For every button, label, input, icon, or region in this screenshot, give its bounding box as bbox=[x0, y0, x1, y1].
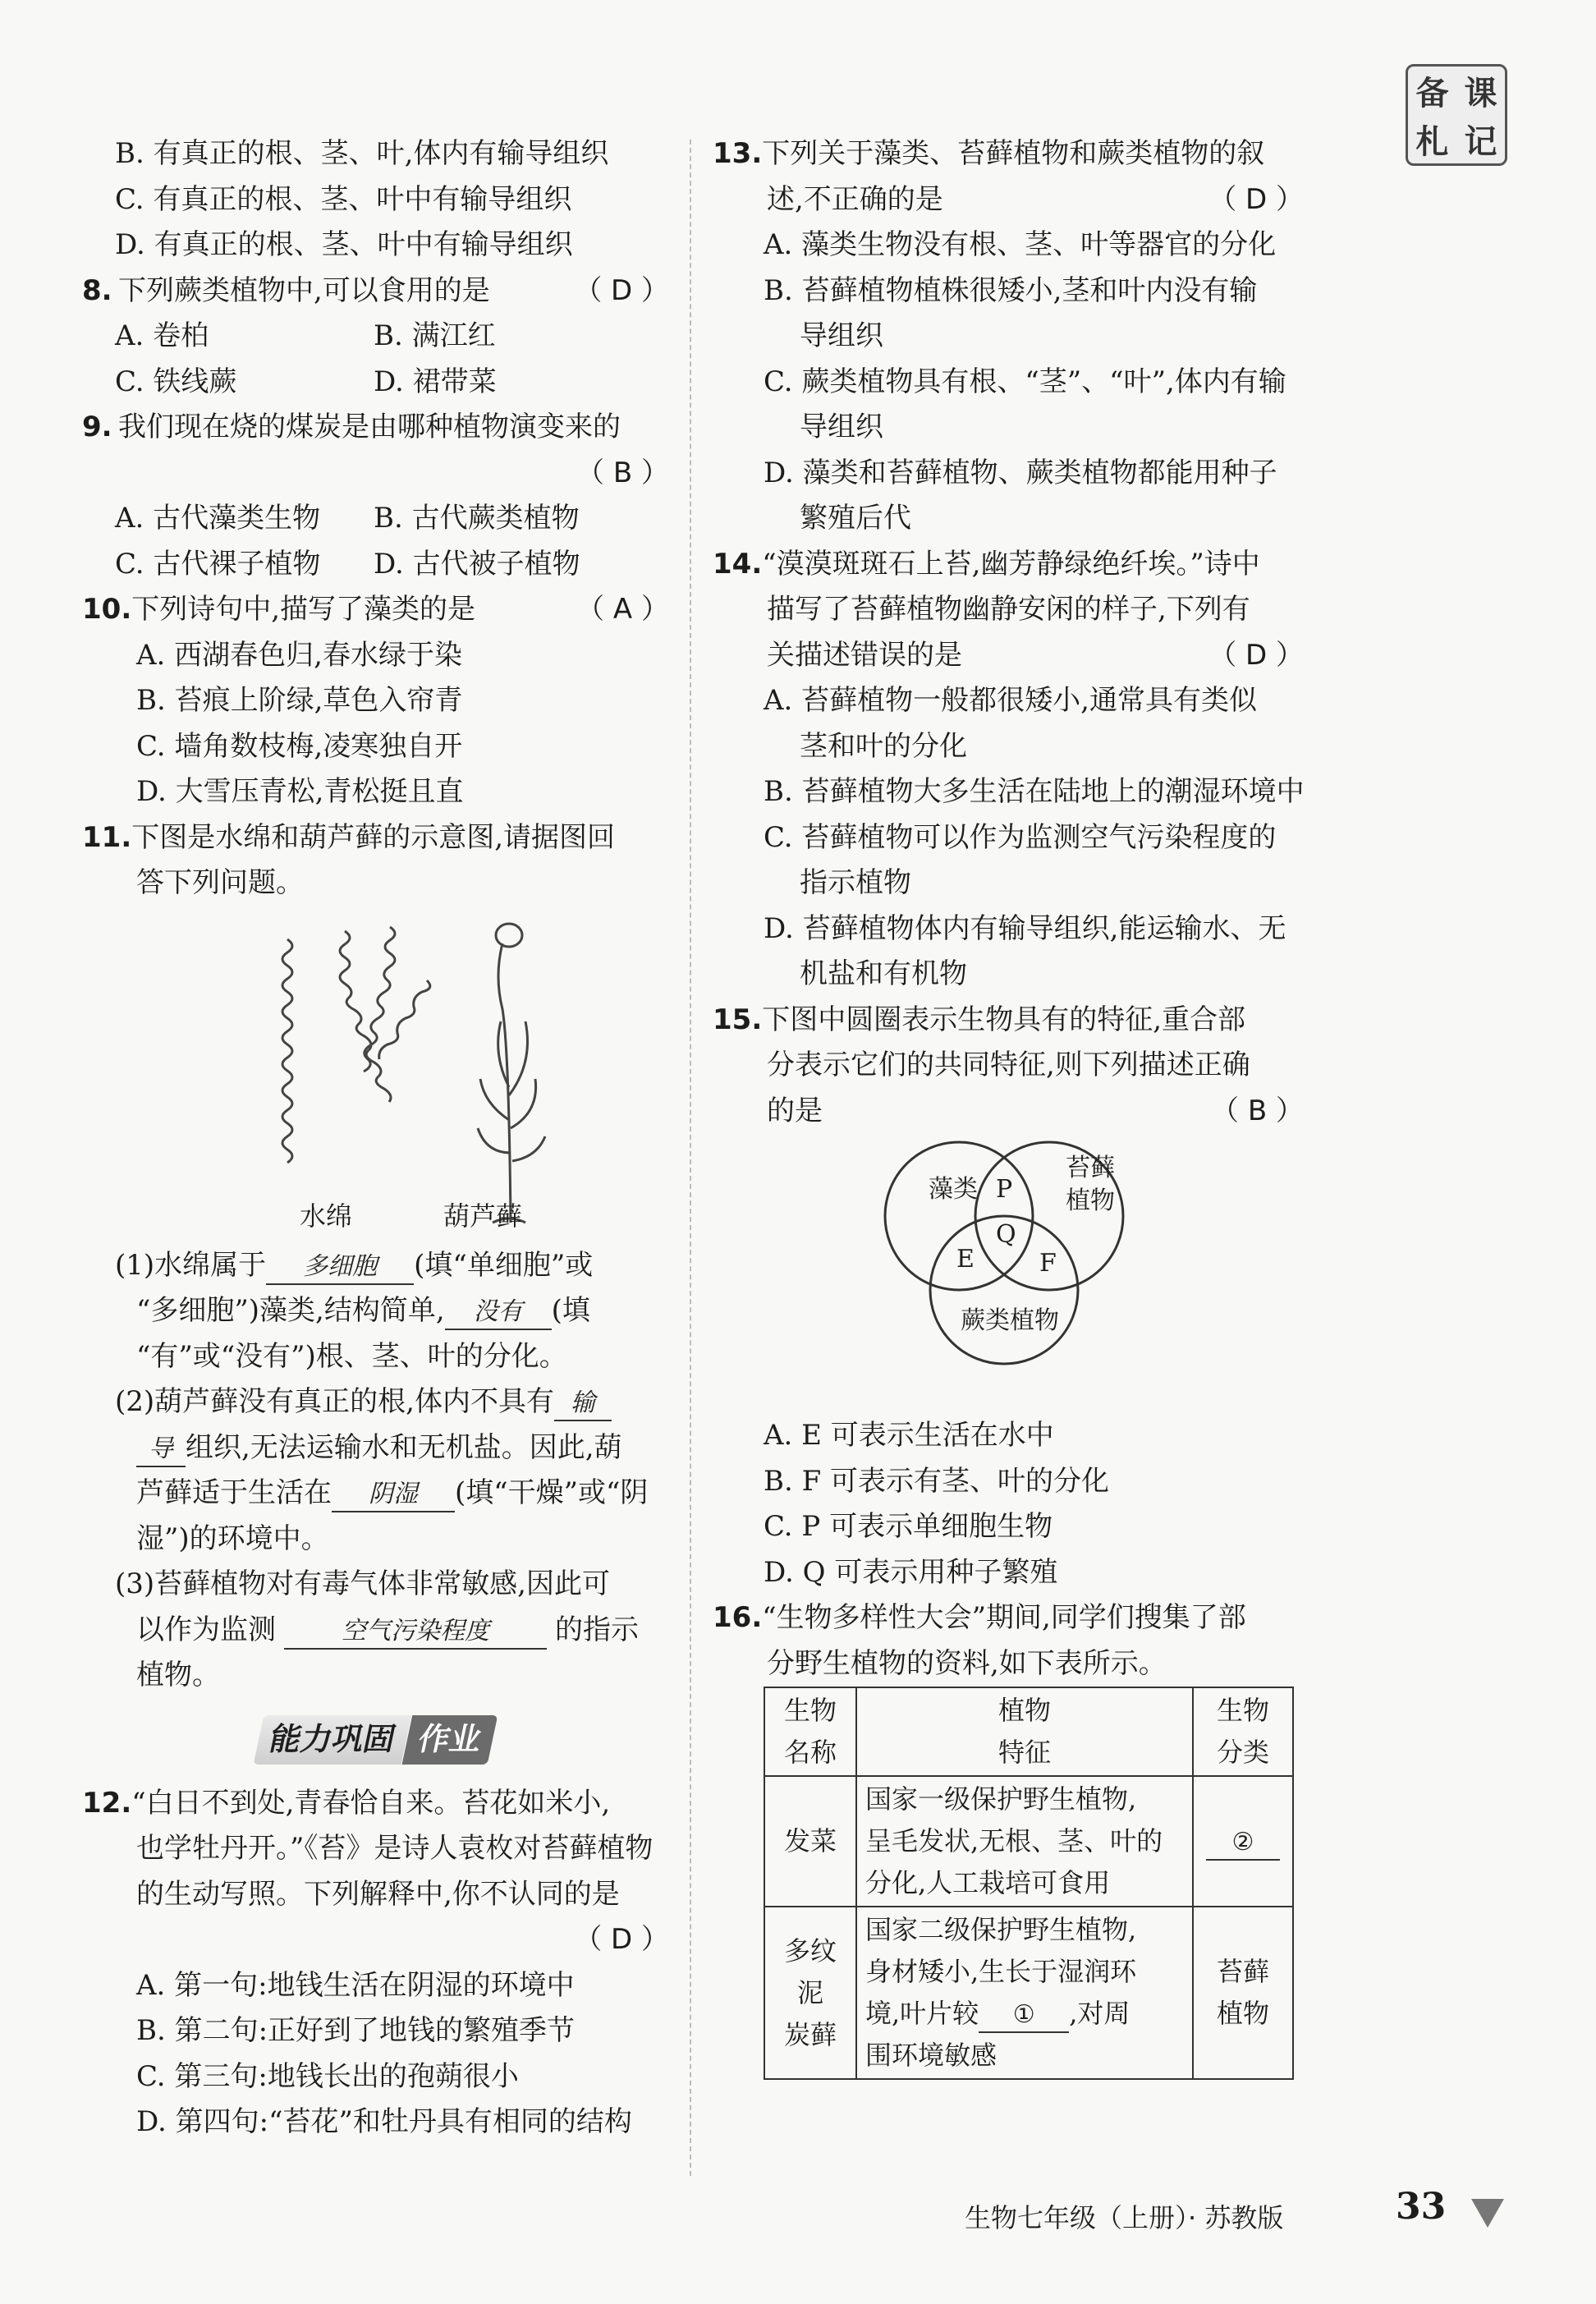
text: (填 bbox=[551, 1294, 590, 1327]
option: B. 有真正的根、茎、叶,体内有输导组织 bbox=[115, 137, 609, 170]
question-stem: 的是 bbox=[767, 1094, 823, 1127]
corner-arrow-icon bbox=[1463, 2191, 1512, 2232]
question-stem: 也学牡丹开。”《苔》是诗人袁枚对苔藓植物 bbox=[136, 1832, 654, 1865]
option: A. E 可表示生活在水中 bbox=[764, 1419, 1054, 1452]
answer-blank: 多细胞 bbox=[266, 1251, 414, 1285]
option: A. 第一句:地钱生活在阴湿的环境中 bbox=[136, 1968, 575, 2002]
question-number: 8. bbox=[82, 273, 112, 307]
question-number: 14. bbox=[713, 547, 763, 581]
stamp-char: 课 bbox=[1464, 75, 1497, 112]
cell-feature: 国家二级保护野生植物, 身材矮小,生长于湿润环 境,叶片较 ① ,对周 围环境敏感 bbox=[856, 1907, 1193, 2079]
option: C. P 可表示单细胞生物 bbox=[764, 1510, 1053, 1543]
sub-question-2-cont bbox=[82, 1425, 669, 1471]
figure-label: 水绵 bbox=[300, 1200, 353, 1232]
option: D. 古代被子植物 bbox=[374, 547, 580, 581]
question-stem: 下图是水绵和葫芦藓的示意图,请据图回 bbox=[131, 820, 616, 854]
question-10 bbox=[82, 587, 669, 815]
question-number: 15. bbox=[713, 1003, 763, 1036]
text: (填“单细胞”或 bbox=[414, 1248, 594, 1282]
moss-drawing bbox=[478, 924, 545, 1223]
question-stem: 分野生植物的资料,如下表所示。 bbox=[767, 1646, 1167, 1680]
sub-question-1-cont bbox=[82, 1288, 669, 1334]
stamp-char: 札 bbox=[1415, 123, 1449, 161]
question-stem: 下列诗句中,描写了藻类的是 bbox=[131, 593, 476, 626]
question-16 bbox=[713, 1595, 1304, 2080]
question-stem: 描写了苔藓植物幽静安闲的样子,下列有 bbox=[767, 593, 1250, 626]
answer: （ A ） bbox=[576, 593, 669, 626]
text: 湿”)的环境中。 bbox=[136, 1521, 329, 1555]
text: (1)水绵属于 bbox=[115, 1248, 267, 1282]
left-column bbox=[82, 131, 669, 2146]
option-cont: 导组织 bbox=[800, 319, 883, 352]
cell-name: 发菜 bbox=[764, 1776, 856, 1907]
question-stem: 答下列问题。 bbox=[136, 866, 304, 899]
option: B. 苔藓植物植株很矮小,茎和叶内没有输 bbox=[764, 273, 1258, 307]
text: 的指示 bbox=[555, 1613, 639, 1646]
question-stem: 述,不正确的是 bbox=[767, 182, 943, 216]
question-stem: 我们现在烧的煤炭是由哪种植物演变来的 bbox=[118, 411, 621, 443]
plant-illustration bbox=[82, 906, 669, 1243]
question-number: 9. bbox=[82, 411, 112, 443]
option: C. 蕨类植物具有根、“茎”、“叶”,体内有输 bbox=[764, 365, 1286, 398]
venn-diagram bbox=[713, 1134, 1304, 1413]
banner-tag: 作业 bbox=[401, 1715, 498, 1765]
option: C. 第三句:地钱长出的孢蒴很小 bbox=[136, 2059, 519, 2093]
option-cont: 茎和叶的分化 bbox=[800, 729, 967, 763]
option: D. 第四句:“苔花”和牡丹具有相同的结构 bbox=[136, 2105, 632, 2138]
option: C. 苔藓植物可以作为监测空气污染程度的 bbox=[764, 820, 1277, 854]
venn-region-p: P bbox=[996, 1175, 1013, 1204]
option: B. 第二句:正好到了地钱的繁殖季节 bbox=[136, 2014, 576, 2047]
spirogyra-drawing bbox=[282, 927, 430, 1163]
question-stem: 关描述错误的是 bbox=[767, 638, 962, 672]
section-banner bbox=[82, 1699, 669, 1781]
stamp-char: 备 bbox=[1415, 75, 1449, 112]
answer-blank: ② bbox=[1206, 1826, 1280, 1861]
cell-name: 多纹泥 炭藓 bbox=[764, 1907, 856, 2079]
option: D. 藻类和苔藓植物、蕨类植物都能用种子 bbox=[764, 456, 1277, 489]
option: D. 裙带菜 bbox=[374, 365, 497, 398]
venn-label-moss: 苔藓 bbox=[1066, 1154, 1115, 1182]
answer: （ D ） bbox=[574, 273, 669, 307]
text: “多细胞”)藻类,结构简单, bbox=[136, 1294, 445, 1327]
text: 芦藓适于生活在 bbox=[136, 1476, 332, 1509]
question-11 bbox=[82, 815, 669, 1699]
table-row bbox=[764, 1776, 1293, 1907]
option: C. 铁线蕨 bbox=[115, 365, 237, 398]
answer-blank: 没有 bbox=[445, 1296, 552, 1330]
question-15 bbox=[713, 998, 1304, 1596]
notes-stamp bbox=[1406, 64, 1507, 166]
question-stem: 分表示它们的共同特征,则下列描述正确 bbox=[767, 1049, 1250, 1081]
question-stem: 下列关于藻类、苔藓植物和蕨类植物的叙 bbox=[762, 137, 1265, 170]
text: (2)葫芦藓没有真正的根,体内不具有 bbox=[115, 1385, 554, 1418]
sub-question-3: (3)苔藓植物对有毒气体非常敏感,因此可 bbox=[115, 1567, 610, 1600]
sub-question-2 bbox=[82, 1379, 669, 1425]
question-number: 16. bbox=[713, 1601, 763, 1634]
answer: （ D ） bbox=[574, 1923, 669, 1956]
text: “有”或“没有”)根、茎、叶的分化。 bbox=[136, 1339, 567, 1373]
cell-class bbox=[1193, 1776, 1293, 1907]
option: B. 苔藓植物大多生活在陆地上的潮湿环境中 bbox=[764, 775, 1305, 808]
question-stem: “生物多样性大会”期间,同学们搜集了部 bbox=[762, 1601, 1246, 1634]
option: C. 有真正的根、茎、叶中有输导组织 bbox=[115, 182, 572, 216]
question-stem-cont bbox=[713, 177, 1304, 223]
header-cell: 生物 名称 bbox=[764, 1687, 856, 1776]
cell-feature: 国家一级保护野生植物, 呈毛发状,无根、茎、叶的 分化,人工栽培可食用 bbox=[856, 1776, 1193, 1907]
text: 植物。 bbox=[136, 1659, 220, 1691]
question-stem: “漠漠斑斑石上苔,幽芳静绿绝纤埃。”诗中 bbox=[762, 547, 1260, 581]
answer-blank: 导 bbox=[136, 1433, 186, 1467]
sub-question-1 bbox=[82, 1243, 669, 1289]
question-9 bbox=[82, 405, 669, 587]
venn-region-f: F bbox=[1039, 1249, 1057, 1278]
figure-label: 葫芦藓 bbox=[443, 1200, 523, 1232]
option: A. 藻类生物没有根、茎、叶等器官的分化 bbox=[764, 228, 1277, 261]
column-divider bbox=[690, 140, 691, 2176]
option: A. 古代藻类生物 bbox=[115, 502, 321, 535]
question-stem-cont bbox=[713, 633, 1304, 679]
table-header-row bbox=[764, 1687, 1293, 1776]
option-cont: 指示植物 bbox=[800, 866, 911, 899]
question-number: 11. bbox=[82, 820, 132, 854]
option-cont: 机盐和有机物 bbox=[800, 957, 967, 990]
option: A. 西湖春色归,春水绿于染 bbox=[136, 638, 462, 672]
question-8 bbox=[82, 268, 669, 406]
question-stem: 下列蕨类植物中,可以食用的是 bbox=[118, 273, 490, 307]
option: D. 有真正的根、茎、叶中有输导组织 bbox=[115, 228, 573, 261]
table-row bbox=[764, 1907, 1293, 2079]
question-stem: 的生动写照。下列解释中,你不认同的是 bbox=[136, 1877, 620, 1911]
answer: （ B ） bbox=[1211, 1094, 1304, 1127]
wild-plant-table bbox=[764, 1687, 1294, 2080]
stamp-char: 记 bbox=[1464, 123, 1497, 161]
venn-label-moss: 植物 bbox=[1066, 1186, 1115, 1215]
question-stem: “白日不到处,青春恰自来。苔花如米小, bbox=[131, 1786, 611, 1820]
right-column bbox=[713, 131, 1304, 2080]
question-number: 13. bbox=[713, 137, 763, 170]
option-cont: 导组织 bbox=[800, 411, 883, 443]
option-cont: 繁殖后代 bbox=[800, 502, 911, 535]
answer-blank: 阴湿 bbox=[332, 1478, 455, 1512]
sub-question-3-cont bbox=[82, 1608, 669, 1654]
option: A. 卷柏 bbox=[115, 319, 209, 352]
venn-label-algae: 藻类 bbox=[929, 1175, 978, 1204]
question-stem-cont bbox=[713, 1089, 1304, 1135]
cell-class: 苔藓 植物 bbox=[1193, 1907, 1293, 2079]
question-stem: 下图中圆圈表示生物具有的特征,重合部 bbox=[762, 1003, 1246, 1036]
text: (填“干燥”或“阴 bbox=[455, 1476, 649, 1509]
option: C. 墙角数枝梅,凌寒独自开 bbox=[136, 729, 463, 763]
text: 以作为监测 bbox=[136, 1613, 276, 1646]
footer-book-title: 生物七年级（上册）· 苏教版 bbox=[965, 2202, 1284, 2233]
sub-question-2-cont bbox=[82, 1471, 669, 1517]
answer-blank: 空气污染程度 bbox=[284, 1615, 547, 1650]
answer: （ B ） bbox=[576, 456, 669, 489]
question-12 bbox=[82, 1781, 669, 2146]
option: C. 古代裸子植物 bbox=[115, 547, 321, 581]
header-cell: 生物 分类 bbox=[1193, 1687, 1293, 1776]
question-14 bbox=[713, 542, 1304, 998]
question-number: 10. bbox=[82, 593, 132, 626]
spirogyra-moss-figure bbox=[82, 906, 669, 1243]
answer: （ D ） bbox=[1208, 182, 1304, 216]
option: D. 大雪压青松,青松挺且直 bbox=[136, 775, 464, 808]
option: B. 古代蕨类植物 bbox=[374, 502, 580, 535]
option: D. 苔藓植物体内有输导组织,能运输水、无 bbox=[764, 911, 1286, 945]
question-7-options bbox=[82, 131, 669, 268]
question-number: 12. bbox=[82, 1786, 132, 1820]
banner-title: 能力巩固 bbox=[254, 1715, 412, 1765]
header-cell: 植物 特征 bbox=[856, 1687, 1193, 1776]
venn-label-fern: 蕨类植物 bbox=[961, 1306, 1059, 1335]
option: B. 苔痕上阶绿,草色入帘青 bbox=[136, 684, 463, 717]
text: 组织,无法运输水和无机盐。因此,葫 bbox=[186, 1430, 622, 1464]
option: D. Q 可表示用种子繁殖 bbox=[764, 1555, 1058, 1589]
answer-blank: ① bbox=[979, 1999, 1069, 2033]
page-number: 33 bbox=[1396, 2186, 1447, 2228]
answer: （ D ） bbox=[1208, 638, 1304, 672]
venn-region-e: E bbox=[956, 1245, 975, 1274]
option: B. 满江红 bbox=[374, 319, 496, 352]
answer-blank: 输 bbox=[554, 1387, 612, 1421]
option: A. 苔藓植物一般都很矮小,通常具有类似 bbox=[764, 684, 1257, 717]
question-13 bbox=[713, 131, 1304, 542]
option: B. F 可表示有茎、叶的分化 bbox=[764, 1464, 1109, 1498]
venn-region-q: Q bbox=[996, 1220, 1016, 1249]
